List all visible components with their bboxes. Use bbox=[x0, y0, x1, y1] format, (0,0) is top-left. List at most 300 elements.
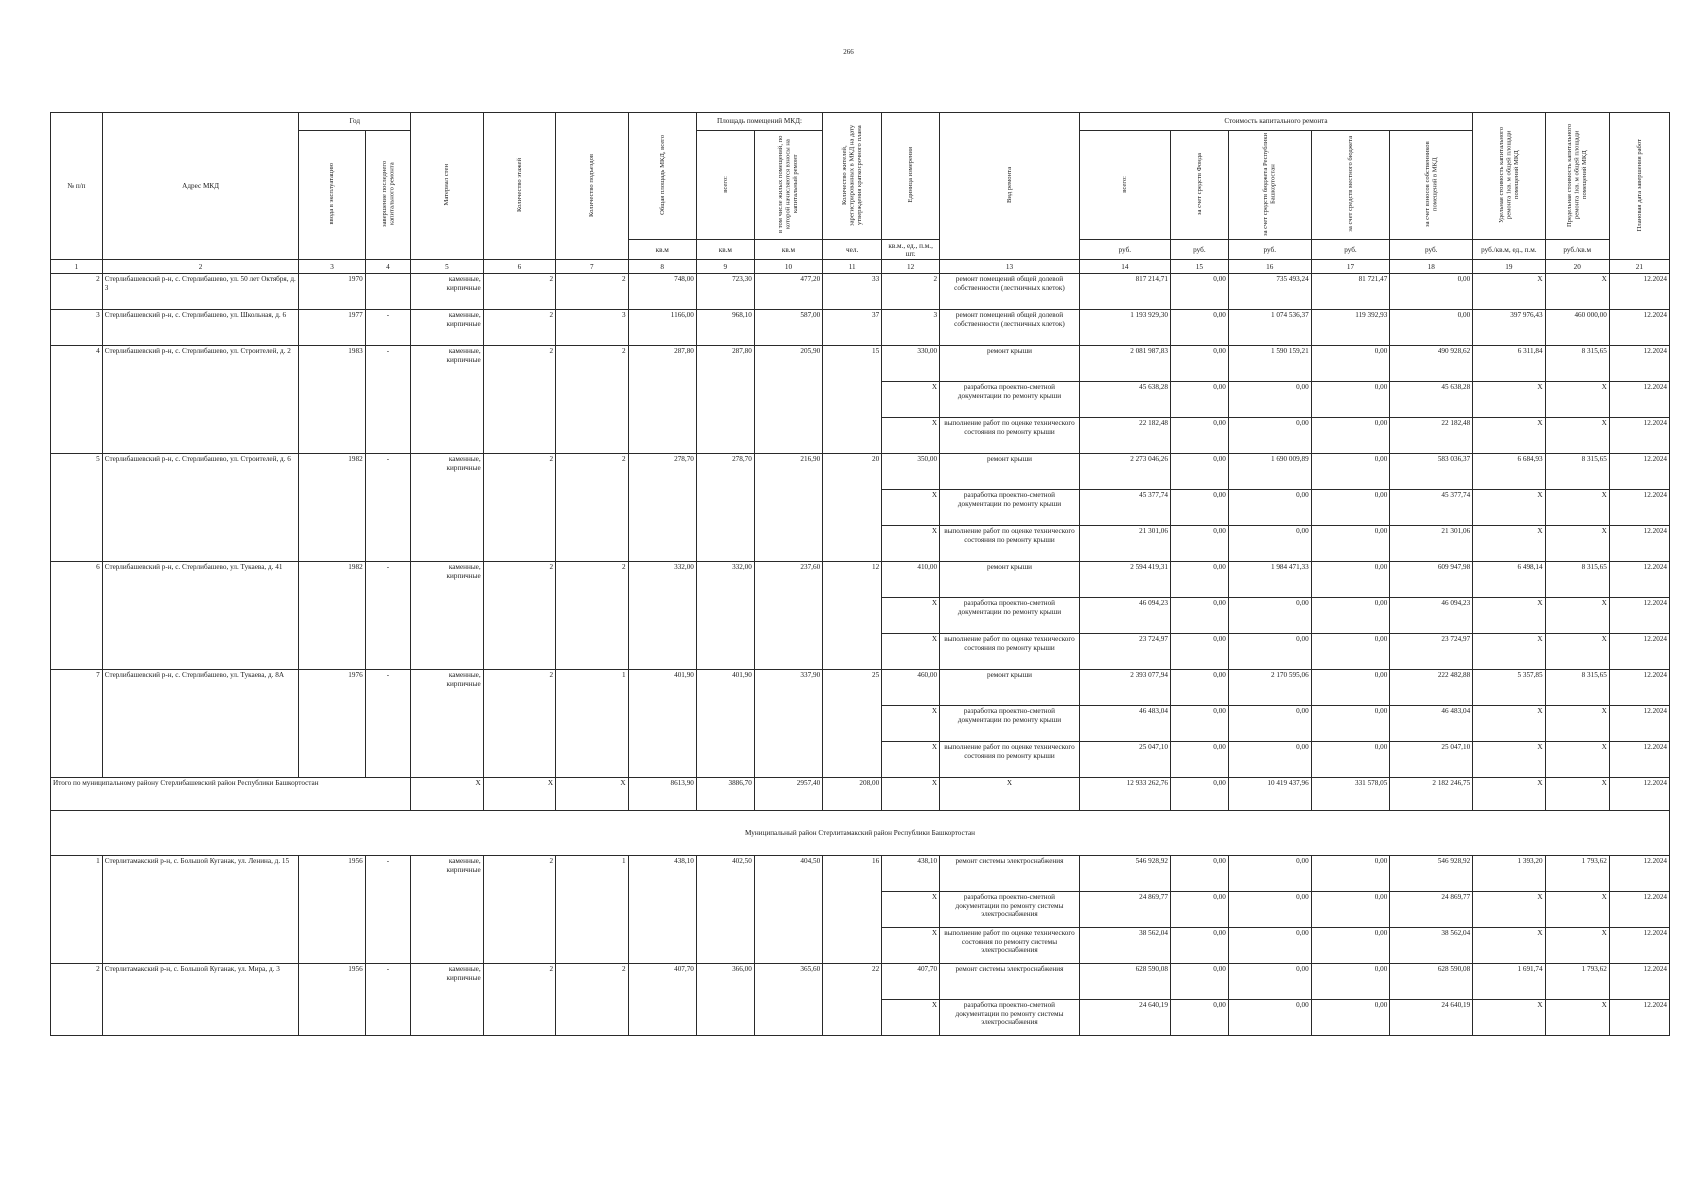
total-area-cell bbox=[628, 706, 696, 742]
total-fl-cell: X bbox=[483, 778, 555, 811]
cost-total-cell: 628 590,08 bbox=[1079, 964, 1170, 1000]
max-cost-cell: X bbox=[1545, 274, 1609, 310]
deadline-cell: 12.2024 bbox=[1609, 634, 1669, 670]
premises-area-cell bbox=[696, 382, 754, 418]
wall-material-cell: каменные, кирпичные bbox=[411, 454, 483, 490]
entrances-cell: 3 bbox=[556, 310, 628, 346]
cost-fund-cell: 0,00 bbox=[1170, 928, 1228, 964]
unit-cell: кв.м bbox=[754, 240, 822, 260]
entrances-cell: 2 bbox=[556, 274, 628, 310]
table-row bbox=[51, 346, 1670, 382]
cost-republic-cell: 0,00 bbox=[1228, 928, 1311, 964]
contrib-area-cell: 365,60 bbox=[754, 964, 822, 1000]
header-unit-cost: Удельная стоимость капитального ремонта 1кв. м общей площади помещений МКД bbox=[1473, 113, 1545, 240]
residents-cell bbox=[823, 928, 882, 964]
column-number: 17 bbox=[1311, 260, 1390, 274]
residents-cell: 22 bbox=[823, 964, 882, 1000]
contrib-area-cell bbox=[754, 928, 822, 964]
address-cell bbox=[102, 598, 299, 634]
row-number: 5 bbox=[51, 454, 103, 490]
unit-cost-cell: 6 684,93 bbox=[1473, 454, 1545, 490]
deadline-cell: 12.2024 bbox=[1609, 382, 1669, 418]
cost-fund-cell: 0,00 bbox=[1170, 1000, 1228, 1036]
cost-fund-cell: 0,00 bbox=[1170, 856, 1228, 892]
floors-cell bbox=[483, 742, 555, 778]
total-row bbox=[51, 778, 1670, 811]
cost-local-cell: 0,00 bbox=[1311, 526, 1390, 562]
unit-amount-cell: 438,10 bbox=[882, 856, 940, 892]
column-number: 3 bbox=[299, 260, 365, 274]
deadline-cell: 12.2024 bbox=[1609, 964, 1669, 1000]
entrances-cell bbox=[556, 634, 628, 670]
total-dl-cell: 12.2024 bbox=[1609, 778, 1669, 811]
total-area-cell bbox=[628, 742, 696, 778]
residents-cell: 12 bbox=[823, 562, 882, 598]
premises-area-cell: 402,50 bbox=[696, 856, 754, 892]
cost-total-cell: 46 094,23 bbox=[1079, 598, 1170, 634]
cost-local-cell: 119 392,93 bbox=[1311, 310, 1390, 346]
total-area-cell bbox=[628, 490, 696, 526]
header-cost-total: всего: bbox=[1079, 131, 1170, 240]
total-f-cell: 0,00 bbox=[1170, 778, 1228, 811]
row-number bbox=[51, 742, 103, 778]
row-number: 2 bbox=[51, 274, 103, 310]
cost-total-cell: 2 081 987,83 bbox=[1079, 346, 1170, 382]
cost-republic-cell: 735 493,24 bbox=[1228, 274, 1311, 310]
address-cell: Стерлибашевский р-н, с. Стерлибашево, ул. Тукаева, д. 41 bbox=[102, 562, 299, 598]
unit-amount-cell: X bbox=[882, 892, 940, 928]
floors-cell bbox=[483, 490, 555, 526]
section-title: Муниципальный район Стерлитамакский район Республики Башкортостан bbox=[51, 811, 1670, 856]
unit-amount-cell: X bbox=[882, 598, 940, 634]
cost-local-cell: 0,00 bbox=[1311, 892, 1390, 928]
unit-amount-cell: 350,00 bbox=[882, 454, 940, 490]
cost-total-cell: 24 640,19 bbox=[1079, 1000, 1170, 1036]
cost-local-cell: 0,00 bbox=[1311, 598, 1390, 634]
cost-owners-cell: 0,00 bbox=[1390, 274, 1473, 310]
work-type-cell: ремонт системы электроснабжения bbox=[940, 964, 1080, 1000]
table-row bbox=[51, 562, 1670, 598]
header-entrances: Количество подъездов bbox=[556, 113, 628, 260]
unit-cost-cell: X bbox=[1473, 742, 1545, 778]
year-repair-cell bbox=[365, 382, 411, 418]
cost-local-cell: 81 721,47 bbox=[1311, 274, 1390, 310]
header-floors: Количество этажей bbox=[483, 113, 555, 260]
floors-cell bbox=[483, 1000, 555, 1036]
work-type-cell: ремонт помещений общей долевой собственности (лестничных клеток) bbox=[940, 274, 1080, 310]
section-row bbox=[51, 811, 1670, 856]
cost-total-cell: 2 393 077,94 bbox=[1079, 670, 1170, 706]
work-type-cell: разработка проектно-сметной документации по ремонту крыши bbox=[940, 598, 1080, 634]
unit-cost-cell: X bbox=[1473, 892, 1545, 928]
unit-cost-cell: X bbox=[1473, 706, 1545, 742]
entrances-cell bbox=[556, 1000, 628, 1036]
address-cell bbox=[102, 892, 299, 928]
floors-cell bbox=[483, 706, 555, 742]
year-commission-cell: 1977 bbox=[299, 310, 365, 346]
address-cell: Стерлитамакский р-н, с. Большой Куганак, ул. Мира, д. 3 bbox=[102, 964, 299, 1000]
unit-cell: чел. bbox=[823, 240, 882, 260]
total-ta-cell: 8613,90 bbox=[628, 778, 696, 811]
cost-fund-cell: 0,00 bbox=[1170, 670, 1228, 706]
column-number: 20 bbox=[1545, 260, 1609, 274]
cost-owners-cell: 0,00 bbox=[1390, 310, 1473, 346]
unit-cost-cell: X bbox=[1473, 1000, 1545, 1036]
deadline-cell: 12.2024 bbox=[1609, 706, 1669, 742]
cost-local-cell: 0,00 bbox=[1311, 856, 1390, 892]
residents-cell bbox=[823, 598, 882, 634]
entrances-cell bbox=[556, 706, 628, 742]
deadline-cell: 12.2024 bbox=[1609, 856, 1669, 892]
year-repair-cell: - bbox=[365, 310, 411, 346]
total-ow-cell: 2 182 246,75 bbox=[1390, 778, 1473, 811]
cost-local-cell: 0,00 bbox=[1311, 928, 1390, 964]
deadline-cell: 12.2024 bbox=[1609, 274, 1669, 310]
cost-total-cell: 817 214,71 bbox=[1079, 274, 1170, 310]
unit-amount-cell: 410,00 bbox=[882, 562, 940, 598]
contrib-area-cell: 216,90 bbox=[754, 454, 822, 490]
address-cell bbox=[102, 382, 299, 418]
cost-fund-cell: 0,00 bbox=[1170, 562, 1228, 598]
cost-total-cell: 45 638,28 bbox=[1079, 382, 1170, 418]
year-repair-cell bbox=[365, 634, 411, 670]
cost-owners-cell: 546 928,92 bbox=[1390, 856, 1473, 892]
cost-owners-cell: 24 640,19 bbox=[1390, 1000, 1473, 1036]
column-number: 7 bbox=[556, 260, 628, 274]
year-commission-cell bbox=[299, 418, 365, 454]
max-cost-cell: X bbox=[1545, 706, 1609, 742]
cost-local-cell: 0,00 bbox=[1311, 490, 1390, 526]
unit-cost-cell: X bbox=[1473, 274, 1545, 310]
header-premises-total: всего: bbox=[696, 131, 754, 240]
year-commission-cell: 1956 bbox=[299, 964, 365, 1000]
residents-cell bbox=[823, 526, 882, 562]
max-cost-cell: X bbox=[1545, 1000, 1609, 1036]
residents-cell: 33 bbox=[823, 274, 882, 310]
cost-local-cell: 0,00 bbox=[1311, 1000, 1390, 1036]
table-row bbox=[51, 742, 1670, 778]
unit-cost-cell: 6 311,84 bbox=[1473, 346, 1545, 382]
total-res-cell: 208,00 bbox=[823, 778, 882, 811]
work-type-cell: выполнение работ по оценке технического состояния по ремонту крыши bbox=[940, 418, 1080, 454]
cost-republic-cell: 0,00 bbox=[1228, 598, 1311, 634]
wall-material-cell: каменные, кирпичные bbox=[411, 964, 483, 1000]
entrances-cell bbox=[556, 928, 628, 964]
header-premises-area: Площадь помещений МКД: bbox=[696, 113, 822, 131]
cost-republic-cell: 0,00 bbox=[1228, 856, 1311, 892]
deadline-cell: 12.2024 bbox=[1609, 1000, 1669, 1036]
total-area-cell bbox=[628, 928, 696, 964]
column-number-row bbox=[51, 260, 1670, 274]
max-cost-cell: X bbox=[1545, 490, 1609, 526]
contrib-area-cell bbox=[754, 382, 822, 418]
floors-cell: 2 bbox=[483, 454, 555, 490]
cost-republic-cell: 0,00 bbox=[1228, 706, 1311, 742]
column-number: 16 bbox=[1228, 260, 1311, 274]
floors-cell bbox=[483, 418, 555, 454]
cost-fund-cell: 0,00 bbox=[1170, 964, 1228, 1000]
address-cell: Стерлибашевский р-н, с. Стерлибашево, ул. Строителей, д. 6 bbox=[102, 454, 299, 490]
cost-total-cell: 23 724,97 bbox=[1079, 634, 1170, 670]
unit-cost-cell: X bbox=[1473, 634, 1545, 670]
address-cell bbox=[102, 928, 299, 964]
unit-amount-cell: 3 bbox=[882, 310, 940, 346]
unit-cost-cell: X bbox=[1473, 928, 1545, 964]
column-number: 10 bbox=[754, 260, 822, 274]
cost-owners-cell: 609 947,98 bbox=[1390, 562, 1473, 598]
cost-owners-cell: 23 724,97 bbox=[1390, 634, 1473, 670]
wall-material-cell bbox=[411, 382, 483, 418]
cost-total-cell: 24 869,77 bbox=[1079, 892, 1170, 928]
max-cost-cell: 1 793,62 bbox=[1545, 964, 1609, 1000]
table-body bbox=[51, 260, 1670, 1036]
unit-amount-cell: X bbox=[882, 928, 940, 964]
deadline-cell: 12.2024 bbox=[1609, 490, 1669, 526]
max-cost-cell: 460 000,00 bbox=[1545, 310, 1609, 346]
table-row bbox=[51, 670, 1670, 706]
premises-area-cell bbox=[696, 928, 754, 964]
unit-amount-cell: 460,00 bbox=[882, 670, 940, 706]
year-commission-cell bbox=[299, 892, 365, 928]
column-number: 12 bbox=[882, 260, 940, 274]
table-row bbox=[51, 598, 1670, 634]
residents-cell: 37 bbox=[823, 310, 882, 346]
entrances-cell bbox=[556, 526, 628, 562]
table-row bbox=[51, 310, 1670, 346]
deadline-cell: 12.2024 bbox=[1609, 418, 1669, 454]
unit-amount-cell: X bbox=[882, 526, 940, 562]
work-type-cell: ремонт крыши bbox=[940, 670, 1080, 706]
row-number: 4 bbox=[51, 346, 103, 382]
deadline-cell: 12.2024 bbox=[1609, 598, 1669, 634]
work-type-cell: выполнение работ по оценке технического состояния по ремонту крыши bbox=[940, 634, 1080, 670]
contrib-area-cell: 477,20 bbox=[754, 274, 822, 310]
row-number bbox=[51, 1000, 103, 1036]
max-cost-cell: X bbox=[1545, 418, 1609, 454]
unit-amount-cell: X bbox=[882, 382, 940, 418]
year-repair-cell bbox=[365, 418, 411, 454]
header-work-type: Вид ремонта bbox=[940, 113, 1080, 260]
unit-amount-cell: X bbox=[882, 706, 940, 742]
work-type-cell: разработка проектно-сметной документации по ремонту крыши bbox=[940, 382, 1080, 418]
wall-material-cell: каменные, кирпичные bbox=[411, 274, 483, 310]
entrances-cell: 2 bbox=[556, 964, 628, 1000]
year-repair-cell: - bbox=[365, 454, 411, 490]
cost-fund-cell: 0,00 bbox=[1170, 310, 1228, 346]
cost-fund-cell: 0,00 bbox=[1170, 382, 1228, 418]
cost-fund-cell: 0,00 bbox=[1170, 742, 1228, 778]
deadline-cell: 12.2024 bbox=[1609, 928, 1669, 964]
address-cell bbox=[102, 634, 299, 670]
entrances-cell: 2 bbox=[556, 454, 628, 490]
max-cost-cell: X bbox=[1545, 892, 1609, 928]
row-number bbox=[51, 892, 103, 928]
cost-owners-cell: 46 483,04 bbox=[1390, 706, 1473, 742]
year-repair-cell: - bbox=[365, 562, 411, 598]
year-repair-cell bbox=[365, 1000, 411, 1036]
unit-cost-cell: 397 976,43 bbox=[1473, 310, 1545, 346]
deadline-cell: 12.2024 bbox=[1609, 892, 1669, 928]
column-number: 8 bbox=[628, 260, 696, 274]
total-label: Итого по муниципальному району Стерлибашевский район Республики Башкортостан bbox=[51, 778, 411, 811]
unit-cost-cell: 1 691,74 bbox=[1473, 964, 1545, 1000]
wall-material-cell: каменные, кирпичные bbox=[411, 856, 483, 892]
unit-amount-cell: 2 bbox=[882, 274, 940, 310]
table-row bbox=[51, 928, 1670, 964]
floors-cell bbox=[483, 892, 555, 928]
repair-plan-table bbox=[50, 112, 1670, 1036]
contrib-area-cell: 205,90 bbox=[754, 346, 822, 382]
floors-cell bbox=[483, 928, 555, 964]
unit-cost-cell: 6 498,14 bbox=[1473, 562, 1545, 598]
repair-plan-sheet bbox=[50, 112, 1670, 1036]
premises-area-cell: 723,30 bbox=[696, 274, 754, 310]
floors-cell: 2 bbox=[483, 310, 555, 346]
premises-area-cell: 287,80 bbox=[696, 346, 754, 382]
cost-local-cell: 0,00 bbox=[1311, 454, 1390, 490]
cost-owners-cell: 21 301,06 bbox=[1390, 526, 1473, 562]
unit-cell: руб. bbox=[1228, 240, 1311, 260]
residents-cell bbox=[823, 634, 882, 670]
premises-area-cell: 366,00 bbox=[696, 964, 754, 1000]
address-cell bbox=[102, 706, 299, 742]
contrib-area-cell bbox=[754, 742, 822, 778]
total-area-cell bbox=[628, 634, 696, 670]
header-address: Адрес МКД bbox=[102, 113, 299, 260]
max-cost-cell: X bbox=[1545, 598, 1609, 634]
residents-cell: 25 bbox=[823, 670, 882, 706]
contrib-area-cell: 337,90 bbox=[754, 670, 822, 706]
table-row bbox=[51, 490, 1670, 526]
unit-cell: руб./кв.м bbox=[1545, 240, 1609, 260]
row-number bbox=[51, 928, 103, 964]
floors-cell bbox=[483, 526, 555, 562]
cost-local-cell: 0,00 bbox=[1311, 562, 1390, 598]
residents-cell bbox=[823, 490, 882, 526]
wall-material-cell bbox=[411, 418, 483, 454]
deadline-cell: 12.2024 bbox=[1609, 670, 1669, 706]
cost-owners-cell: 628 590,08 bbox=[1390, 964, 1473, 1000]
year-commission-cell bbox=[299, 598, 365, 634]
max-cost-cell: 1 793,62 bbox=[1545, 856, 1609, 892]
address-cell bbox=[102, 526, 299, 562]
entrances-cell: 2 bbox=[556, 562, 628, 598]
address-cell: Стерлибашевский р-н, с. Стерлибашево, ул. Строителей, д. 2 bbox=[102, 346, 299, 382]
contrib-area-cell bbox=[754, 418, 822, 454]
wall-material-cell bbox=[411, 490, 483, 526]
cost-local-cell: 0,00 bbox=[1311, 382, 1390, 418]
total-area-cell bbox=[628, 1000, 696, 1036]
total-area-cell bbox=[628, 526, 696, 562]
cost-owners-cell: 24 869,77 bbox=[1390, 892, 1473, 928]
premises-area-cell bbox=[696, 598, 754, 634]
cost-total-cell: 22 182,48 bbox=[1079, 418, 1170, 454]
total-area-cell: 278,70 bbox=[628, 454, 696, 490]
address-cell bbox=[102, 490, 299, 526]
work-type-cell: ремонт крыши bbox=[940, 346, 1080, 382]
year-repair-cell: - bbox=[365, 346, 411, 382]
premises-area-cell bbox=[696, 634, 754, 670]
wall-material-cell: каменные, кирпичные bbox=[411, 562, 483, 598]
year-commission-cell: 1982 bbox=[299, 454, 365, 490]
header-cost-fund: за счет средств Фонда bbox=[1170, 131, 1228, 240]
contrib-area-cell bbox=[754, 634, 822, 670]
cost-republic-cell: 0,00 bbox=[1228, 892, 1311, 928]
entrances-cell: 2 bbox=[556, 346, 628, 382]
unit-amount-cell: 330,00 bbox=[882, 346, 940, 382]
max-cost-cell: 8 315,65 bbox=[1545, 670, 1609, 706]
total-area-cell bbox=[628, 598, 696, 634]
year-commission-cell: 1970 bbox=[299, 274, 365, 310]
entrances-cell bbox=[556, 490, 628, 526]
column-number: 5 bbox=[411, 260, 483, 274]
entrances-cell bbox=[556, 418, 628, 454]
premises-area-cell: 278,70 bbox=[696, 454, 754, 490]
premises-area-cell: 968,10 bbox=[696, 310, 754, 346]
entrances-cell bbox=[556, 382, 628, 418]
year-commission-cell: 1976 bbox=[299, 670, 365, 706]
row-number: 3 bbox=[51, 310, 103, 346]
wall-material-cell bbox=[411, 928, 483, 964]
premises-area-cell: 401,90 bbox=[696, 670, 754, 706]
work-type-cell: разработка проектно-сметной документации по ремонту крыши bbox=[940, 706, 1080, 742]
year-commission-cell bbox=[299, 742, 365, 778]
header-cost-owners: за счет взносов собственников помещений в МКД bbox=[1390, 131, 1473, 240]
contrib-area-cell bbox=[754, 1000, 822, 1036]
year-repair-cell bbox=[365, 274, 411, 310]
year-commission-cell bbox=[299, 706, 365, 742]
total-area-cell: 407,70 bbox=[628, 964, 696, 1000]
row-number bbox=[51, 634, 103, 670]
header-year-last-repair: завершение последнего капитального ремонта bbox=[365, 131, 411, 260]
cost-republic-cell: 0,00 bbox=[1228, 418, 1311, 454]
cost-fund-cell: 0,00 bbox=[1170, 892, 1228, 928]
cost-republic-cell: 0,00 bbox=[1228, 634, 1311, 670]
address-cell: Стерлибашевский р-н, с. Стерлибашево, ул. Тукаева, д. 8А bbox=[102, 670, 299, 706]
unit-amount-cell: X bbox=[882, 742, 940, 778]
floors-cell bbox=[483, 382, 555, 418]
residents-cell bbox=[823, 418, 882, 454]
table-row bbox=[51, 454, 1670, 490]
entrances-cell: 1 bbox=[556, 670, 628, 706]
wall-material-cell bbox=[411, 892, 483, 928]
year-commission-cell: 1982 bbox=[299, 562, 365, 598]
header-cost-local: за счет средств местного бюджета bbox=[1311, 131, 1390, 240]
cost-local-cell: 0,00 bbox=[1311, 706, 1390, 742]
deadline-cell: 12.2024 bbox=[1609, 526, 1669, 562]
residents-cell: 16 bbox=[823, 856, 882, 892]
cost-republic-cell: 0,00 bbox=[1228, 964, 1311, 1000]
table-row bbox=[51, 382, 1670, 418]
premises-area-cell bbox=[696, 706, 754, 742]
total-lb-cell: 331 578,05 bbox=[1311, 778, 1390, 811]
residents-cell bbox=[823, 1000, 882, 1036]
wall-material-cell bbox=[411, 598, 483, 634]
header-wall-material: Материал стен bbox=[411, 113, 483, 260]
cost-local-cell: 0,00 bbox=[1311, 418, 1390, 454]
unit-cost-cell: X bbox=[1473, 490, 1545, 526]
table-row bbox=[51, 634, 1670, 670]
row-number bbox=[51, 526, 103, 562]
year-repair-cell: - bbox=[365, 670, 411, 706]
cost-owners-cell: 46 094,23 bbox=[1390, 598, 1473, 634]
column-number: 11 bbox=[823, 260, 882, 274]
cost-total-cell: 1 193 929,30 bbox=[1079, 310, 1170, 346]
unit-cell: кв.м bbox=[696, 240, 754, 260]
total-u-cell: X bbox=[882, 778, 940, 811]
contrib-area-cell bbox=[754, 706, 822, 742]
floors-cell: 2 bbox=[483, 562, 555, 598]
